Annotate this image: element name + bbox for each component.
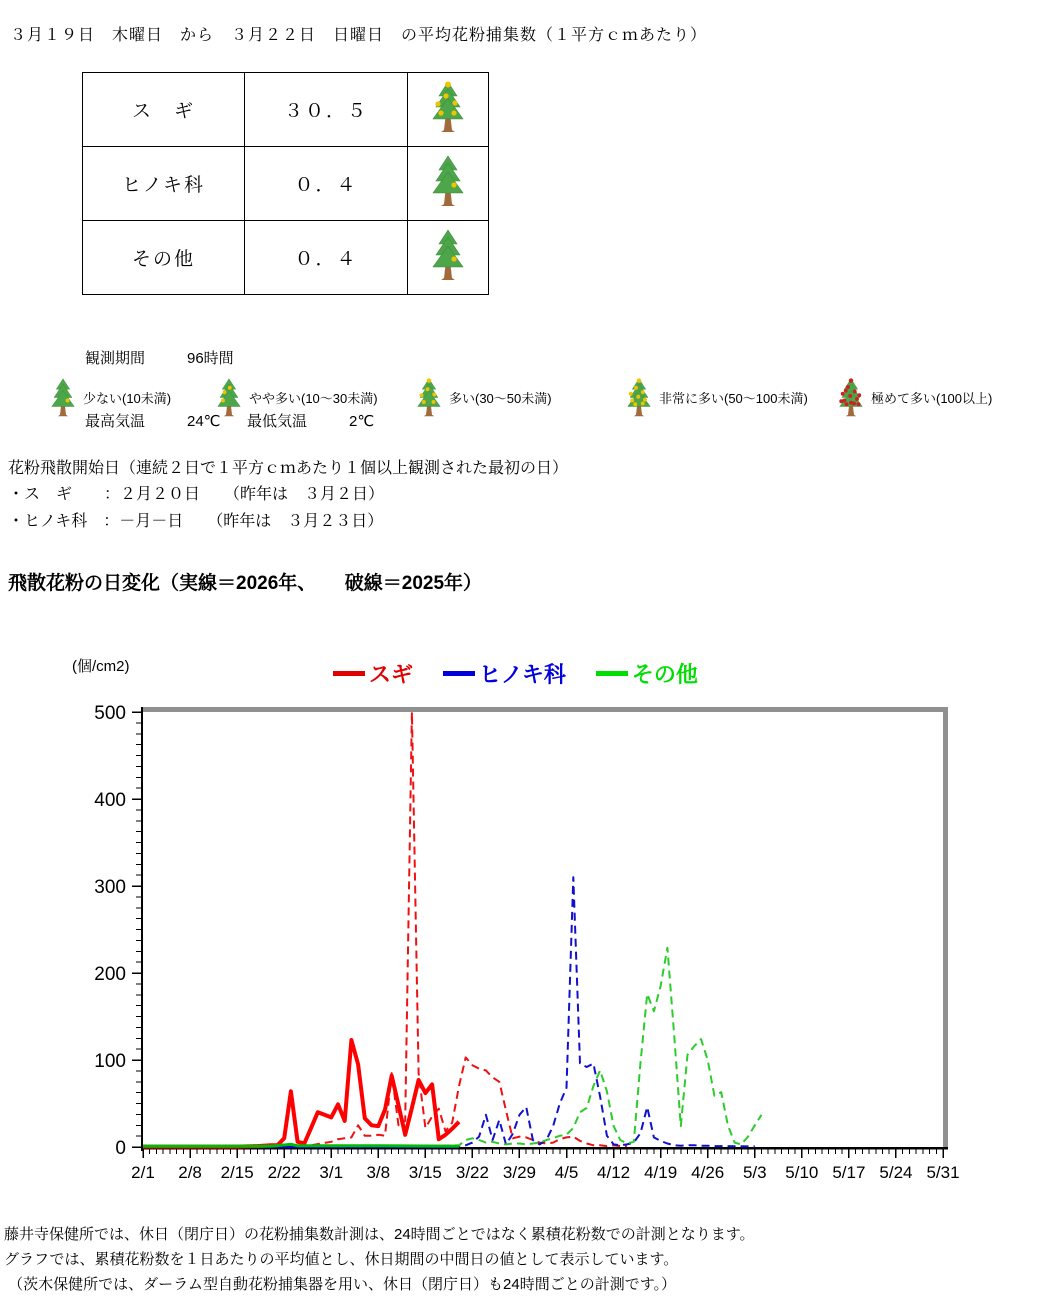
level-icon-cell: [408, 221, 489, 295]
footer-note-line: グラフでは、累積花粉数を１日あたりの平均値とし、休日期間の中間日の値として表示しています。: [4, 1251, 679, 1268]
pollen-summary-table: [82, 72, 489, 295]
species-name-cell: その他: [83, 221, 245, 295]
series-other-2026-line: [143, 1144, 459, 1146]
y-axis-tick-label: 100: [94, 1051, 126, 1072]
x-axis-tick-label: 2/15: [220, 1163, 254, 1182]
x-axis-tick-label: 5/31: [926, 1163, 960, 1182]
x-axis-tick-label: 3/22: [455, 1163, 489, 1182]
x-axis-tick-label: 3/8: [366, 1163, 391, 1182]
footer-note-line: （茨木保健所では、ダーラム型自動花粉捕集器を用い、休日（閉庁日）も24時間ごとの計測です。）: [4, 1276, 677, 1293]
x-axis-tick-label: 4/5: [554, 1163, 579, 1182]
x-axis-tick-label: 3/1: [319, 1163, 344, 1182]
series-sugi-2026-line: [143, 1040, 459, 1147]
tree-level-3-icon: [414, 374, 444, 421]
dispersal-start-item: ・ス ギ ：２月２０日 （昨年は ３月２日）: [8, 486, 385, 503]
x-axis-tick-label: 2/8: [178, 1163, 202, 1182]
table-row: [83, 221, 489, 295]
scale-legend-label: 非常に多い(50～100未満): [659, 391, 808, 406]
level-icon-cell: [408, 147, 489, 221]
x-axis-tick-label: 5/24: [879, 1163, 913, 1182]
temp-value: 2℃: [349, 413, 375, 430]
x-axis-tick-label: 5/3: [742, 1163, 767, 1182]
x-axis-tick-label: 2/1: [131, 1163, 155, 1182]
footer-notes: [4, 1222, 755, 1297]
species-name-cell: ス ギ: [83, 73, 245, 147]
scale-legend-label: 多い(30～50未満): [449, 391, 552, 406]
x-axis-tick-label: 4/19: [644, 1163, 678, 1182]
tree-level-5-icon: [836, 374, 866, 421]
scale-legend-item: [48, 374, 171, 421]
temp-label: 最高気温: [85, 413, 146, 430]
pollen-count-cell: ０．４: [245, 147, 408, 221]
tree-level-1-icon: [48, 374, 78, 421]
plot-top-border: [141, 707, 948, 712]
scale-legend-label: 少ない(10未満): [83, 391, 172, 406]
y-axis-tick-label: 500: [94, 703, 126, 724]
chart-legend-item: [333, 658, 413, 689]
y-axis-tick-label: 200: [94, 964, 126, 985]
legend-series-label: ヒノキ科: [479, 662, 566, 687]
dispersal-start-item: ・ヒノキ科 ：－月－日 （昨年は ３月２３日）: [8, 513, 384, 530]
tree-level-2-icon: [214, 374, 244, 421]
series-other-2025-line: [143, 948, 762, 1146]
chart-unit-label: (個/cm2): [72, 658, 130, 675]
x-axis-tick-label: 5/17: [832, 1163, 866, 1182]
x-axis-tick-label: 5/10: [785, 1163, 819, 1182]
pollen-count-cell: ３０．５: [245, 73, 408, 147]
x-axis-tick-label: 4/12: [597, 1163, 631, 1182]
legend-line-swatch: [443, 671, 475, 676]
scale-legend-item: [836, 374, 992, 421]
scale-legend-item: [414, 374, 552, 421]
x-axis-tick-label: 4/26: [691, 1163, 725, 1182]
tree-level-1-icon: [428, 229, 468, 281]
table-row: [83, 147, 489, 221]
dispersal-start-list: [8, 481, 384, 535]
legend-series-label: その他: [631, 662, 698, 687]
tree-level-4-icon: [624, 374, 654, 421]
temp-label: 最低気温: [247, 413, 308, 430]
table-row: [83, 73, 489, 147]
chart-legend: [333, 658, 728, 689]
chart-legend-item: [443, 658, 566, 689]
page-title: ３月１９日 木曜日 から ３月２２日 日曜日 の平均花粉捕集数（１平方ｃｍあたり）: [10, 27, 708, 44]
dispersal-start-heading: 花粉飛散開始日（連続２日で１平方ｃｍあたり１個以上観測された最初の日）: [8, 460, 569, 477]
scale-legend-label: やや多い(10～30未満): [249, 391, 378, 406]
series-hinoki-2025-line: [452, 877, 755, 1146]
x-axis-tick-label: 3/29: [502, 1163, 537, 1182]
chart-heading: 飛散花粉の日変化（実線＝2026年、 破線＝2025年）: [8, 573, 483, 594]
legend-line-swatch: [333, 671, 365, 676]
scale-legend-label: 極めて多い(100以上): [871, 391, 993, 406]
x-axis-tick-label: 3/15: [408, 1163, 442, 1182]
scale-legend-item: [624, 374, 808, 421]
footer-note-line: 藤井寺保健所では、休日（閉庁日）の花粉捕集数計測は、24時間ごとではなく累積花粉数での計測となります。: [4, 1226, 755, 1243]
pollen-daily-change-chart: [0, 695, 1054, 1200]
series-sugi-2025-line: [143, 712, 627, 1147]
tree-level-3-icon: [428, 81, 468, 133]
x-axis-tick-label: 2/22: [267, 1163, 301, 1182]
pollen-summary-table-body: [83, 73, 489, 295]
y-axis-tick-label: 300: [94, 877, 126, 898]
tree-level-1-icon: [428, 155, 468, 207]
observation-period-value: 96時間: [187, 350, 234, 367]
plot-right-border: [943, 707, 948, 1147]
legend-series-label: スギ: [369, 662, 414, 687]
y-axis-tick-label: 0: [115, 1138, 126, 1159]
legend-line-swatch: [596, 671, 628, 676]
species-name-cell: ヒノキ科: [83, 147, 245, 221]
observation-period-line: [85, 348, 409, 369]
y-axis-tick-label: 400: [94, 790, 126, 811]
pollen-count-cell: ０．４: [245, 221, 408, 295]
scale-legend-item: [214, 374, 378, 421]
chart-legend-item: [596, 658, 698, 689]
temp-value: 24℃: [187, 413, 221, 430]
level-icon-cell: [408, 73, 489, 147]
observation-period-label: 観測期間: [85, 350, 146, 367]
